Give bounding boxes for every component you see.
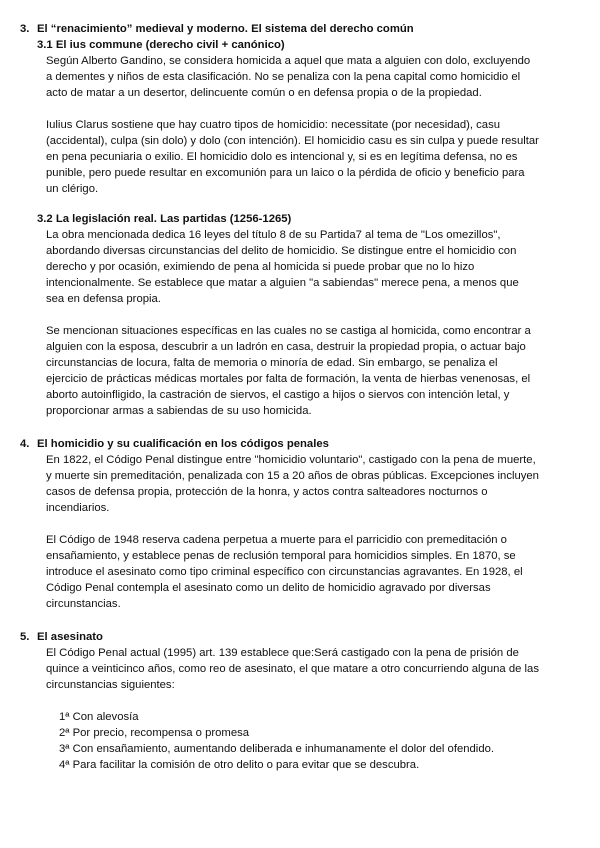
paragraph-line: El Código Penal actual (1995) art. 139 establece que:Será castigado con la pena de prisión de <box>46 647 519 659</box>
paragraph-line: a dementes y niños de esta clasificación. No se penaliza con la pena capital como homicidio el <box>46 71 521 83</box>
paragraph-line: circunstancias siguientes: <box>46 679 175 691</box>
paragraph-line: proporcionar armas a sabiendas de su uso homicida. <box>46 405 312 417</box>
paragraph-line: y muerte sin premeditación, penalizada con 15 a 20 años de obras públicas. Excepciones incluyen <box>46 470 539 482</box>
paragraph-line: (accidental), culpa (sin dolo) y dolo (con intención). El homicidio casu es sin culpa y puede resultar <box>46 135 539 147</box>
paragraph-line: ejercicio de prácticas médicas mortales por falta de formación, la venta de hierbas venenosas, el <box>46 373 531 385</box>
paragraph-line: en pena pecuniaria o exilio. El homicidio dolo es intencional y, si es en legítima defensa, no es <box>46 151 518 163</box>
paragraph-line: derecho y por ocasión, eximiendo de pena al homicida si puede probar que no lo hizo <box>46 261 475 273</box>
section-number: 5. <box>20 631 30 643</box>
paragraph-line: ensañamiento, y establece penas de reclusión temporal para homicidios simples. En 1870, se <box>46 550 516 562</box>
paragraph-line: abordando diversas circunstancias del delito de homicidio. Se distingue entre el homicidio con <box>46 245 517 257</box>
paragraph-line: aborto autoinfligido, la castración de siervos, el castigo a hijos o siervos con intención letal, y <box>46 389 510 401</box>
paragraph-line: introduce el asesinato como tipo criminal específico con circunstancias agravantes. En 1928, el <box>46 566 523 578</box>
paragraph-line: casos de defensa propia, protección de la honra, y actos contra salteadores nocturnos o <box>46 486 488 498</box>
paragraph-line: circunstancias de locura, falta de memoria o minoría de edad. Sin embargo, se penaliza el <box>46 357 498 369</box>
section-number: 3. <box>20 23 30 35</box>
section-heading: El asesinato <box>37 631 103 643</box>
subsection-heading: 3.1 El ius commune (derecho civil + canónico) <box>37 39 285 51</box>
paragraph-line: Se mencionan situaciones específicas en las cuales no se castiga al homicida, como encontrar a <box>46 325 531 337</box>
paragraph-line: Iulius Clarus sostiene que hay cuatro tipos de homicidio: necessitate (por necesidad), casu <box>46 119 501 131</box>
paragraph-line: quince a veinticinco años, como reo de asesinato, el que matare a otro concurriendo alguna de las <box>46 663 539 675</box>
paragraph-line: un clérigo. <box>46 183 99 195</box>
section-number: 4. <box>20 438 30 450</box>
paragraph-line: intencionalmente. Se establece que matar a alguien "a sabiendas" merece pena, a menos que <box>46 277 519 289</box>
paragraph-line: Código Penal contempla el asesinato como un delito de homicidio agravado por diversas <box>46 582 491 594</box>
paragraph-line: acto de matar a un desertor, delincuente común o en defensa propia o de la propiedad. <box>46 87 482 99</box>
paragraph-line: circunstancias. <box>46 598 121 610</box>
section-heading: El homicidio y su cualificación en los códigos penales <box>37 438 329 450</box>
paragraph-line: El Código de 1948 reserva cadena perpetua a muerte para el parricidio con premeditación o <box>46 534 507 546</box>
section-heading: El “renacimiento” medieval y moderno. El sistema del derecho común <box>37 23 414 35</box>
list-item: 1ª Con alevosía <box>59 711 139 723</box>
list-item: 4ª Para facilitar la comisión de otro delito o para evitar que se descubra. <box>59 759 420 771</box>
paragraph-line: alguien con la esposa, descubrir a un ladrón en casa, destruir la propiedad propia, o actuar bajo <box>46 341 526 353</box>
list-item: 3ª Con ensañamiento, aumentando deliberada e inhumanamente el dolor del ofendido. <box>59 743 495 755</box>
paragraph-line: punible, pero puede resultar en excomunión para un laico o la pérdida de oficio y beneficio para <box>46 167 525 179</box>
paragraph-line: Según Alberto Gandino, se considera homicida a aquel que mata a alguien con dolo, excluyendo <box>46 55 531 67</box>
paragraph-line: incendiarios. <box>46 502 110 514</box>
paragraph-line: sea en defensa propia. <box>46 293 161 305</box>
subsection-heading: 3.2 La legislación real. Las partidas (1256-1265) <box>37 213 292 225</box>
paragraph-line: La obra mencionada dedica 16 leyes del título 8 de su Partida7 al tema de "Los omezillos", <box>46 229 501 241</box>
paragraph-line: En 1822, el Código Penal distingue entre "homicidio voluntario", castigado con la pena de muerte, <box>46 454 536 466</box>
list-item: 2ª Por precio, recompensa o promesa <box>59 727 250 739</box>
